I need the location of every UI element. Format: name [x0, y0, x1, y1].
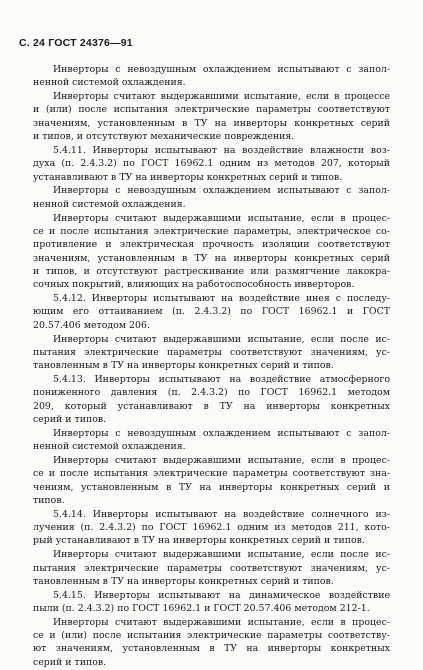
text-line: серий и типов. — [33, 656, 107, 668]
text-line: пониженного давления (п. 2.4.3.2) по ГОСТ 16962.1 методом — [33, 387, 390, 399]
standard-designation: ГОСТ 24376—91 — [48, 37, 133, 49]
text-line: чениям, установленным в ТУ на инверторы конкретных серий и — [33, 481, 390, 493]
text-line: ненной системой охлаждения. — [33, 441, 186, 453]
text-line: и типов, и отсутствуют растрескивание или размягчение лакокра- — [33, 265, 390, 277]
text-line: 5.4.14. Инверторы испытывают на воздействие солнечного из- — [53, 508, 390, 520]
text-line: Инверторы считают выдержавшими испытание, если в процес- — [53, 454, 390, 466]
text-line: тановленным в ТУ на инверторы конкретных серий и типов. — [33, 575, 334, 587]
text-line: серий и типов. — [33, 413, 107, 425]
text-line: Инверторы считают выдержавшими испытание, если в процес- — [53, 616, 390, 628]
text-line: и типов, и отсутствуют механические повреждения. — [33, 131, 295, 143]
text-line: типов. — [33, 494, 65, 506]
document-body — [33, 63, 390, 670]
text-line: Инверторы считают выдержавшими испытание, если в процес- — [53, 212, 390, 224]
text-line: Инверторы считают выдержавшими испытание, если после ис- — [53, 333, 390, 345]
text-line: пытания электрические параметры соответствуют значениям, ус- — [33, 346, 390, 358]
text-line: значениям, установленным в ТУ на инверторы конкретных серий — [33, 117, 390, 129]
text-line: противление и электрическая прочность изоляции соответствуют — [33, 239, 390, 251]
text-line: ненной системой охлаждения. — [33, 77, 186, 89]
text-line: сочных покрытий, влияющих на работоспособность инверторов. — [33, 279, 355, 291]
text-line: Инверторы с невоздушным охлаждением испытывают с запол- — [53, 427, 390, 439]
page-number: С. 24 — [19, 37, 46, 49]
text-line: се и (или) после испытания электрические параметры соответству- — [33, 630, 390, 642]
text-line: Инверторы с невоздушным охлаждением испытывают с запол- — [53, 64, 390, 75]
text-line: Инверторы с невоздушным охлаждением испытывают с запол- — [53, 185, 390, 197]
text-line: ющим его оттаиванием (п. 2.4.3.2) по ГОСТ 16962.1 и ГОСТ — [33, 306, 390, 318]
text-line: ют значениям, установленным в ТУ на инверторы конкретных — [33, 643, 390, 655]
text-line: и (или) после испытания электрические параметры соответствуют — [33, 104, 390, 116]
text-line: устанавливают в ТУ на инверторы конкретных серий и типов. — [33, 171, 343, 183]
text-line: ненной системой охлаждения. — [33, 198, 186, 210]
text-line: рый устанавливают в ТУ на инверторы конкретных серий и типов. — [33, 535, 365, 547]
text-line: 5.4.13. Инверторы испытывают на воздействие атмосферного — [53, 373, 390, 385]
text-line: 5.4.12. Инверторы испытывают на воздействие инея с последу- — [53, 293, 390, 305]
text-line: Инверторы считают выдержавшими испытание, если в процессе — [53, 91, 390, 103]
text-line: Инверторы считают выдержавшими испытание, если после ис- — [53, 549, 390, 561]
text-line: се и после испытания электрические параметры соответствуют зна- — [33, 468, 390, 480]
text-line: 5.4.15. Инверторы испытывают на динамическое воздействие — [53, 589, 390, 601]
text-line: пытания электрические параметры соответствуют значениям, ус- — [33, 562, 390, 574]
text-line: 20.57.406 методом 206. — [33, 319, 150, 331]
text-line: 209, который устанавливают в ТУ на инверторы конкретных — [33, 400, 390, 412]
text-line: тановленным в ТУ на инверторы конкретных серий и типов. — [33, 360, 334, 372]
page-header — [19, 37, 133, 49]
text-line: 5.4.11. Инверторы испытывают на воздействие влажности воз- — [53, 144, 390, 156]
text-line: значениям, установленным в ТУ на инверторы конкретных серий — [33, 252, 390, 264]
text-line: духа (п. 2.4.3.2) по ГОСТ 16962.1 одним из методов 207, который — [33, 158, 390, 170]
text-line: се и после испытания электрические параметры, электрическое со- — [33, 225, 390, 237]
text-line: пыли (п. 2.4.3.2) по ГОСТ 16962.1 и ГОСТ 20.57.406 методом 212-1. — [33, 603, 370, 614]
text-line: лучения (п. 2.4.3.2) по ГОСТ 16962.1 одним из методов 211, кото- — [33, 522, 390, 534]
